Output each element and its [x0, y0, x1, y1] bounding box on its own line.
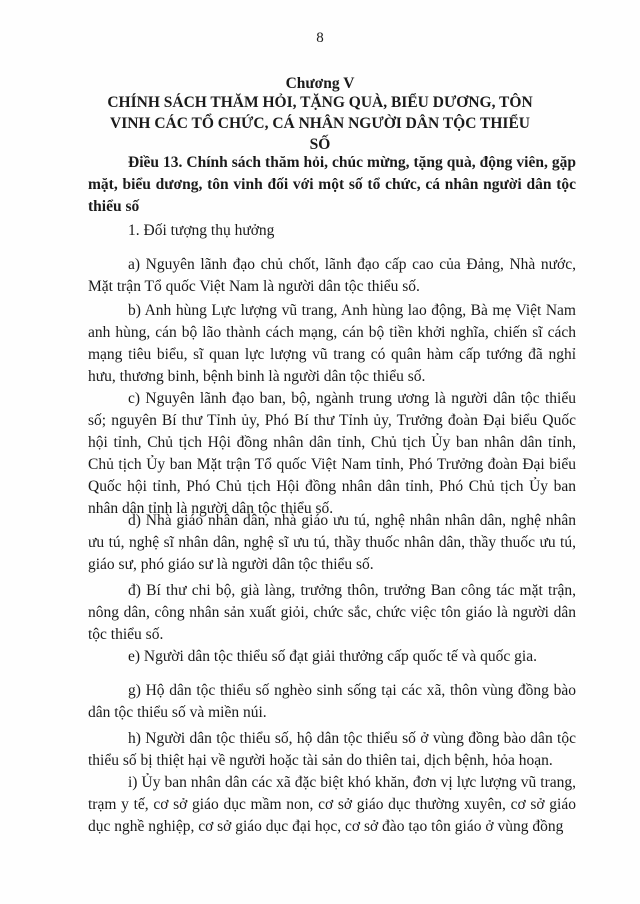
paragraph: g) Hộ dân tộc thiểu số nghèo sinh sống tại các xã, thôn vùng đồng bào dân tộc thiểu số và miền núi.	[88, 682, 576, 721]
paragraph: đ) Bí thư chi bộ, già làng, trưởng thôn, trưởng Ban công tác mặt trận, nông dân, công nhân sản xuất giỏi, chức sắc, chức việc tôn giáo là người dân tộc thiểu số.	[88, 582, 576, 643]
chapter-label: Chương V	[285, 75, 355, 92]
paragraph: b) Anh hùng Lực lượng vũ trang, Anh hùng lao động, Bà mẹ Việt Nam anh hùng, cán bộ lão thành cách mạng, cán bộ tiền khởi nghĩa, chiến sĩ cách mạng tiêu biểu, sĩ quan lực lượng vũ trang có quân hàm cấp tướng đã nghỉ hưu, thương binh, bệnh binh là người dân tộc thiểu số.	[88, 302, 576, 385]
paragraph: d) Nhà giáo nhân dân, nhà giáo ưu tú, nghệ nhân nhân dân, nghệ nhân ưu tú, nghệ sĩ nhân dân, nghệ sĩ ưu tú, thầy thuốc nhân dân, thầy thuốc ưu tú, giáo sư, phó giáo sư là người dân tộc thiểu số.	[88, 512, 576, 573]
page-number: 8	[316, 30, 324, 46]
article-title: Điều 13. Chính sách thăm hỏi, chúc mừng, tặng quà, động viên, gặp mặt, biểu dương, tôn vinh đối với một số tổ chức, cá nhân người dân tộc thiểu số	[88, 154, 576, 215]
paragraph: i) Ủy ban nhân dân các xã đặc biệt khó khăn, đơn vị lực lượng vũ trang, trạm y tế, cơ sở giáo dục mầm non, cơ sở giáo dục thường xuyên, cơ sở giáo dục nghề nghiệp, cơ sở giáo dục đại học, cơ sở đào tạo tôn giáo ở vùng đồng	[88, 774, 576, 835]
paragraph: c) Nguyên lãnh đạo ban, bộ, ngành trung ương là người dân tộc thiểu số; nguyên Bí thư Tỉnh ủy, Phó Bí thư Tỉnh ủy, Trưởng đoàn Đại biểu Quốc hội tỉnh, Chủ tịch Hội đồng nhân dân tỉnh, Chủ tịch Ủy ban nhân dân tỉnh, Chủ tịch Ủy ban Mặt trận Tổ quốc Việt Nam tỉnh, Phó Trưởng đoàn Đại biểu Quốc hội tỉnh, Phó Chủ tịch Hội đồng nhân dân tỉnh, Phó Chủ tịch Ủy ban nhân dân tỉnh là người dân tộc thiểu số.	[88, 390, 576, 517]
paragraph: h) Người dân tộc thiểu số, hộ dân tộc thiểu số ở vùng đồng bào dân tộc thiểu số bị thiệt hại về người hoặc tài sản do thiên tai, dịch bệnh, hỏa hoạn.	[88, 730, 576, 769]
paragraph: a) Nguyên lãnh đạo chủ chốt, lãnh đạo cấp cao của Đảng, Nhà nước, Mặt trận Tổ quốc Việt Nam là người dân tộc thiểu số.	[88, 256, 576, 295]
paragraph: e) Người dân tộc thiểu số đạt giải thưởng cấp quốc tế và quốc gia.	[128, 648, 537, 665]
chapter-title: CHÍNH SÁCH THĂM HỎI, TẶNG QUÀ, BIỂU DƯƠNG, TÔN VINH CÁC TỔ CHỨC, CÁ NHÂN NGƯỜI DÂN TỘC THIỂU SỐ	[107, 94, 533, 153]
paragraph: 1. Đối tượng thụ hưởng	[128, 222, 275, 239]
